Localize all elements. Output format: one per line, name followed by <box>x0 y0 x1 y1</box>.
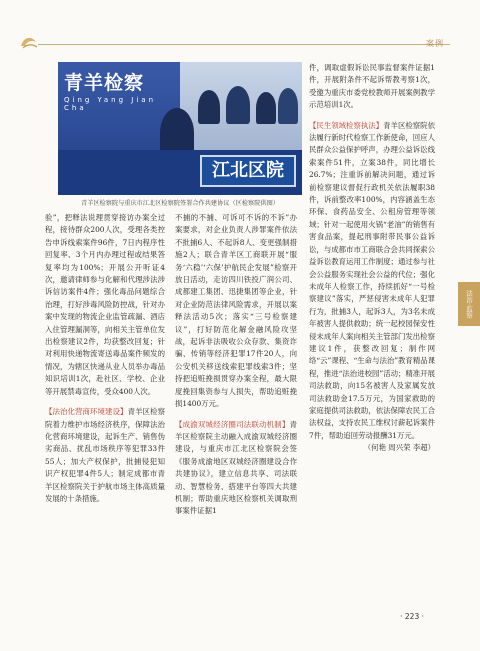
sign-title: 青羊检察 <box>64 72 145 94</box>
column-1 <box>45 212 165 505</box>
photo-caption: 青羊区检察院与重庆市江北区检察院签署合作共建协议（区检察院供图） <box>81 200 279 207</box>
person-figure <box>198 90 220 124</box>
paragraph <box>309 120 435 443</box>
person-figure <box>226 86 250 124</box>
page-header <box>0 0 480 62</box>
section-heading: 【成渝双城经济圈司法联动机制】 <box>175 419 290 429</box>
page-number: · 223 · <box>400 612 424 621</box>
person-figure <box>278 88 298 124</box>
paragraph-text: 青羊区检察院依法履行新时代检察工作新使命，回应人民群众公益保护呼声，办理公益诉讼线索案件51件，立案38件，同比增长26.7%；注重诉前解决问题，通过诉前检察建议督促行政机关依法履职38件，诉前整改率100%，内容涵盖生态环保、食药品安全、公租房管理等领域；针对一起使用火锅“老油”的销售有害食品案，提起刑事附带民事公益诉讼，与成都市市工商联合会共同探索公益诉讼教育运用工作制度；通过参与社会公益服务实现社会公益的代位；强化未成年人检察工作，持续抓好“一号检察建议”落实，严惩侵害未成年人犯罪行为，批捕3人，起诉3人，为3名未成年被害人提供救助；统一起校园保安性侵未成年人案向相关主管部门发出检察建议1件，获整改回复；制作网络“云”课程、“生命与法治”教育精品课程，推进“法治进校园”活动；精准开展司法救助，向15名被害人及家属发放司法救助金17.5万元，为国家救助的家庭提供司法救助，依法保障农民工合法权益，支持农民工维权讨薪起诉案件7件，帮助追回劳动报酬31万元。 <box>309 120 435 440</box>
paragraph: 不捕的不捕、可诉可不诉的不诉”办案要求，对企业负责人涉罪案件依法不批捕6人、不起诉8人、变更强制措施2人；联合青羊区工商联开展“服务‘六稳’‘六保’护航民企发展”检察开放日活动，走访四川铁投广润公司、成都建工集团、迅捷集团等企业，针对企业防范法律风险需求，开展以案释法活动5次；落实“三号检察建议”，打好防范化解金融风险攻坚战，起诉非法吸收公众存款、集资诈骗、传销等经济犯罪17件20人，向公安机关移送线索犯罪线索3件；坚持把追赃挽损贯穿办案全程，最大限度挽回集资参与人损失，帮助追赃挽损1400万元。 <box>175 213 297 409</box>
paragraph <box>45 406 165 505</box>
paragraph-text: 青羊区检察院主动融入成渝双城经济圈建设，与重庆市江北区检察院会签《服务成渝地区双城经济圈建设合作共建协议》，建立信息共享、司法联动、智慧检务、搭建平台等四大共建机制；帮助重庆地区检察机关调取刑事案件证据1 <box>175 419 297 516</box>
paragraph: 件，调取虚假诉讼民事监督案件证据1件，开展附条件不起诉帮教考察1次，受邀为重庆市委党校教师开展案例教学示范培训1次。 <box>309 63 435 110</box>
paragraph-text: 青羊区检察院着力维护市场经济秩序，保障法治化营商环境建设，起诉生产、销售伪劣商品、扰乱市场秩序等犯罪33件55人；加大产权保护，批捕侵犯知识产权犯罪4件5人；制定成都市青羊区检察院关于护航市场主体高质量发展的十条措施。 <box>45 407 165 503</box>
header-rule <box>38 44 450 45</box>
ornament-icon <box>18 32 40 54</box>
section-heading: 【民生领域检察执法】 <box>309 120 384 130</box>
column-2 <box>175 212 297 518</box>
person-figure <box>256 92 276 124</box>
author-credit: （何艳 周兴荣 李超） <box>363 443 435 453</box>
column-3 <box>309 62 435 455</box>
side-tab: 法治·监察 <box>458 282 480 326</box>
photo-sign <box>64 68 176 112</box>
sign-pinyin: Qing Yang Jian Cha <box>64 96 157 112</box>
paragraph <box>175 419 297 518</box>
section-label: 案例 <box>426 39 444 48</box>
paragraph: 验”，把释法说理贯穿接访办案全过程，接待群众200人次，受理各类控告申诉线索案件96件，7日内程序性回复率、3个月内办理过程或结果答复率均为100%；开展公开听证4次，邀请律师参与化解和代理涉法涉诉信访案件4件；强化毒品问题综合治理，打好涉毒风险防控战，针对办案中发现的物流企业监管疏漏、酒店入住管理漏洞等，向相关主管单位发出检察建议2件，均获整改回复；针对利用快递物流寄送毒品案件频发的情况，为辖区快递从业人员举办毒品知识培训1次，赴社区、学校、企业等开展禁毒宣传，受众400人次。 <box>45 213 165 396</box>
name-board: 江北区院 <box>200 155 296 187</box>
feature-photo <box>58 62 302 195</box>
section-heading: 【法治化营商环境建设】 <box>45 407 128 417</box>
